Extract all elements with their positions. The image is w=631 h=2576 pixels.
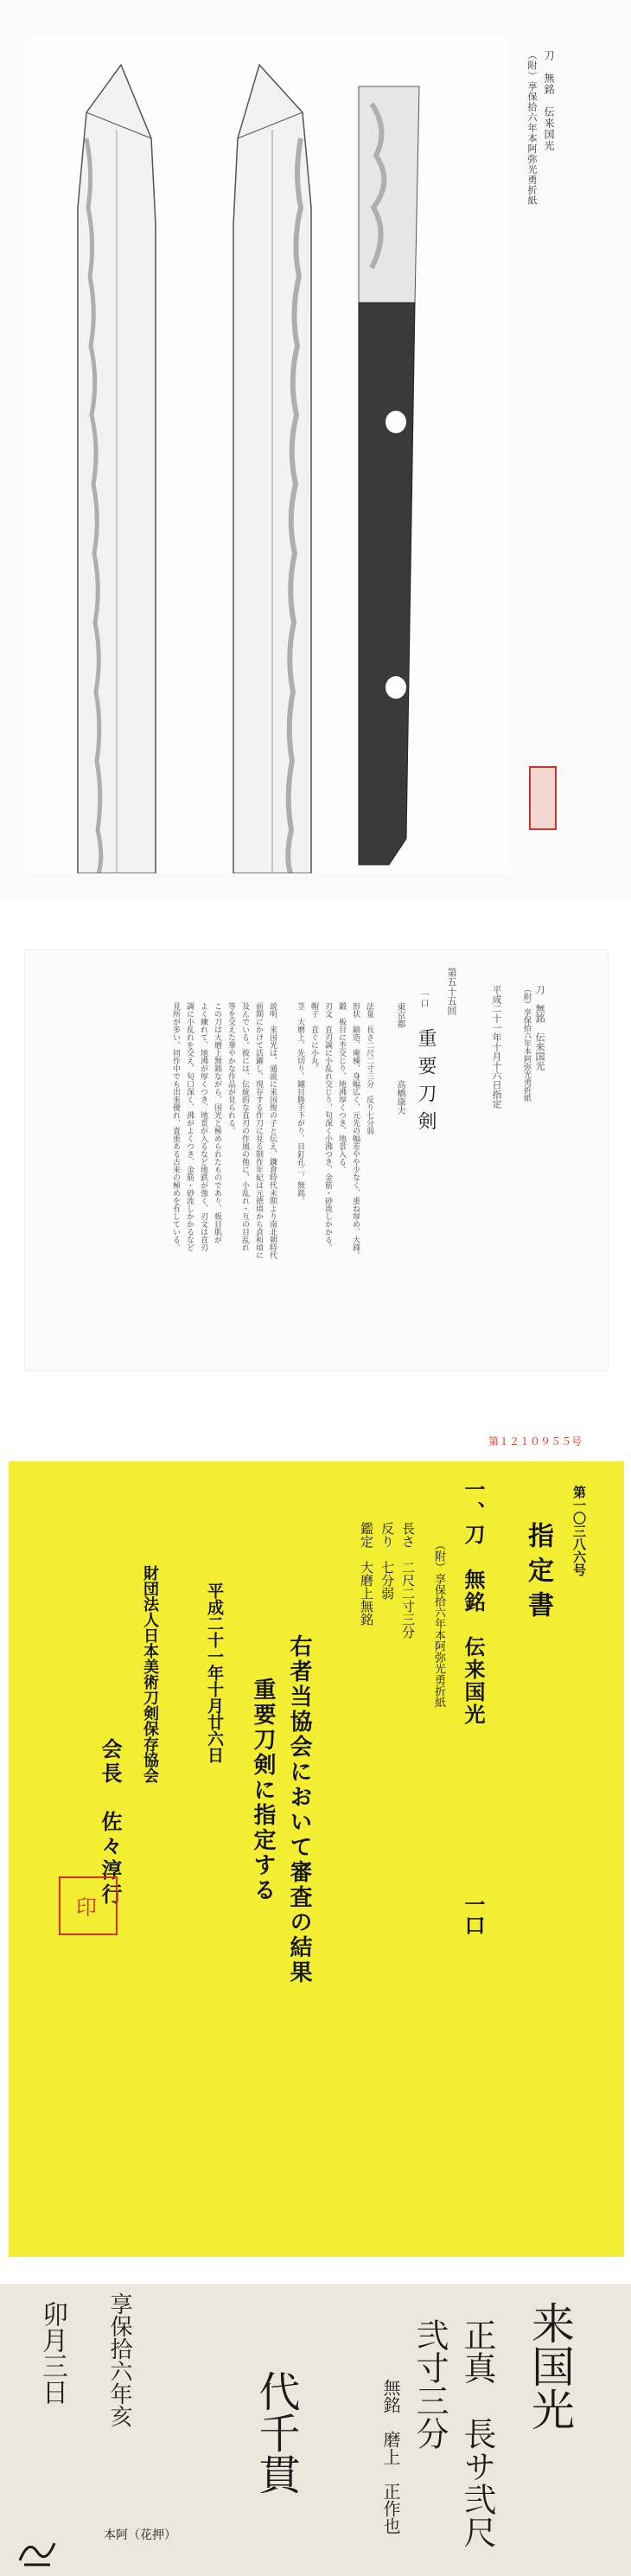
- item-count: 一口: [418, 990, 428, 1007]
- certificate-panel: [0, 1389, 631, 2284]
- result-line: 右者当協会において審査の結果: [286, 1634, 312, 1985]
- description-document: [0, 899, 631, 1389]
- body-line: 説明 来国光は、通説に来国俊の子と伝え、鎌倉時代末期より南北朝時代: [268, 1002, 277, 1259]
- blade-left: [78, 65, 156, 873]
- sword-tang: [359, 86, 419, 865]
- oshigata-panel: [0, 0, 631, 899]
- certificate-serial: 第１２１０９５５号: [488, 1435, 583, 1448]
- body-line: 形状 鎬造、庵棟、身幅広く、元先の幅差やや少なく、重ね厚め、大鋒。: [351, 1002, 360, 1259]
- origami-signature: 本阿（花押）: [104, 2528, 176, 2542]
- item-line: 一、刀 無銘 伝来国光: [461, 1479, 486, 1726]
- body-line: 調に小乱れを交え、匂口深く、沸がよくつき、金筋・砂流しかかるなど: [185, 1002, 194, 1251]
- sword-illustration: [26, 35, 510, 873]
- item-attachment: （附）享保拾六年本阿弥光勇折紙: [522, 985, 531, 1102]
- organization-name: 財団法人日本美術刀剣保存協会: [141, 1565, 159, 1783]
- document-page: [24, 949, 609, 1371]
- body-line: 見所が多い。同作中でも出来優れ、貴重ある古来の極めを有している。: [171, 1002, 180, 1251]
- note-line: 鑑定 大磨上無銘: [359, 1522, 374, 1626]
- designation-date: 平成二十一年十月十六日指定: [491, 985, 502, 1109]
- certificate-date: 平成二十一年十月廿六日: [205, 1582, 224, 1763]
- origami-detail: 無銘 磨上 正作也: [380, 2379, 401, 2534]
- organization-seal: [59, 1876, 118, 1935]
- mekugi-hole-2: [386, 676, 406, 699]
- mekugi-hole-1: [386, 411, 406, 433]
- note-line: 長さ 二尺二寸三分: [400, 1522, 416, 1639]
- red-seal: [529, 766, 557, 830]
- body-line: 等を交えた華やかな作品が見られる。: [226, 1002, 235, 1135]
- juyo-title: 重要刀剣: [415, 1028, 437, 1139]
- body-line: この刀は大磨上無銘ながら、国光と極められたものであり、板目肌が: [213, 1002, 221, 1243]
- owner-name: 高橋康夫: [395, 1080, 405, 1115]
- body-line: 鍛 板目に杢交じり、地沸厚くつき、地景入る。: [337, 1002, 346, 1173]
- note-line: 反り 七分弱: [379, 1522, 395, 1600]
- body-line: 及んでいる。彼には、伝統的な直刃の作風の他に、小乱れ・互の目乱れ: [240, 1002, 249, 1251]
- caption-attachment: （附）享保拾六年本阿弥光勇折紙: [526, 50, 538, 206]
- owner-place: 東京都: [395, 1002, 405, 1028]
- body-line: 茎 大磨上、先切り、鑢目勝手下がり、目釘孔二、無銘。: [296, 1002, 304, 1205]
- origami-panel: [0, 2284, 631, 2576]
- president-name: 会長 佐々淳行: [98, 1738, 123, 1908]
- session-number: 第五十五回: [446, 968, 457, 1015]
- body-line: よく練れて、地沸が厚くつき、地景が入るなど地鉄が強く、刃文は直刃: [199, 1002, 207, 1251]
- body-line: 刃文 直刃調に小乱れ交じり、匂深く小沸つき、金筋・砂流しかかる。: [323, 1002, 332, 1251]
- body-line: 帽子 直ぐに小丸。: [309, 1002, 318, 1072]
- origami-year: 享保拾六年亥: [106, 2292, 132, 2427]
- origami-valuation: 代千貫: [252, 2370, 300, 2495]
- designation-line: 重要刀剣に指定する: [250, 1678, 276, 1903]
- item-count: 一口: [461, 1894, 486, 1935]
- origami-attribution: 来国光: [525, 2301, 575, 2431]
- certificate-title: 指定書: [523, 1522, 553, 1626]
- blade-right: [233, 65, 311, 873]
- attachment-line: （附）享保拾六年本阿弥光勇折紙: [432, 1539, 445, 1708]
- origami-authentic: 正真 長サ弐尺弐寸三分: [411, 2318, 496, 2548]
- item-name: 刀 無銘 伝来国光: [534, 985, 545, 1071]
- seal-glyph: 印: [76, 1895, 97, 1920]
- sword-photograph: [26, 35, 510, 873]
- body-line: 法量 長さ二尺二寸三分 反り七分弱: [365, 1002, 373, 1135]
- certificate-paper: [9, 1435, 624, 2257]
- origami-month-day: 卯月三日: [37, 2301, 67, 2405]
- body-line: 前期にかけて活躍し、現存する作刀に見る制作年紀は元徳頃から貞和頃に: [254, 1002, 263, 1259]
- caption-title: 刀 無銘 伝来国光: [543, 50, 555, 151]
- kao-signature-icon: [16, 2534, 59, 2569]
- document-number: 第一〇三八六号: [571, 1486, 587, 1576]
